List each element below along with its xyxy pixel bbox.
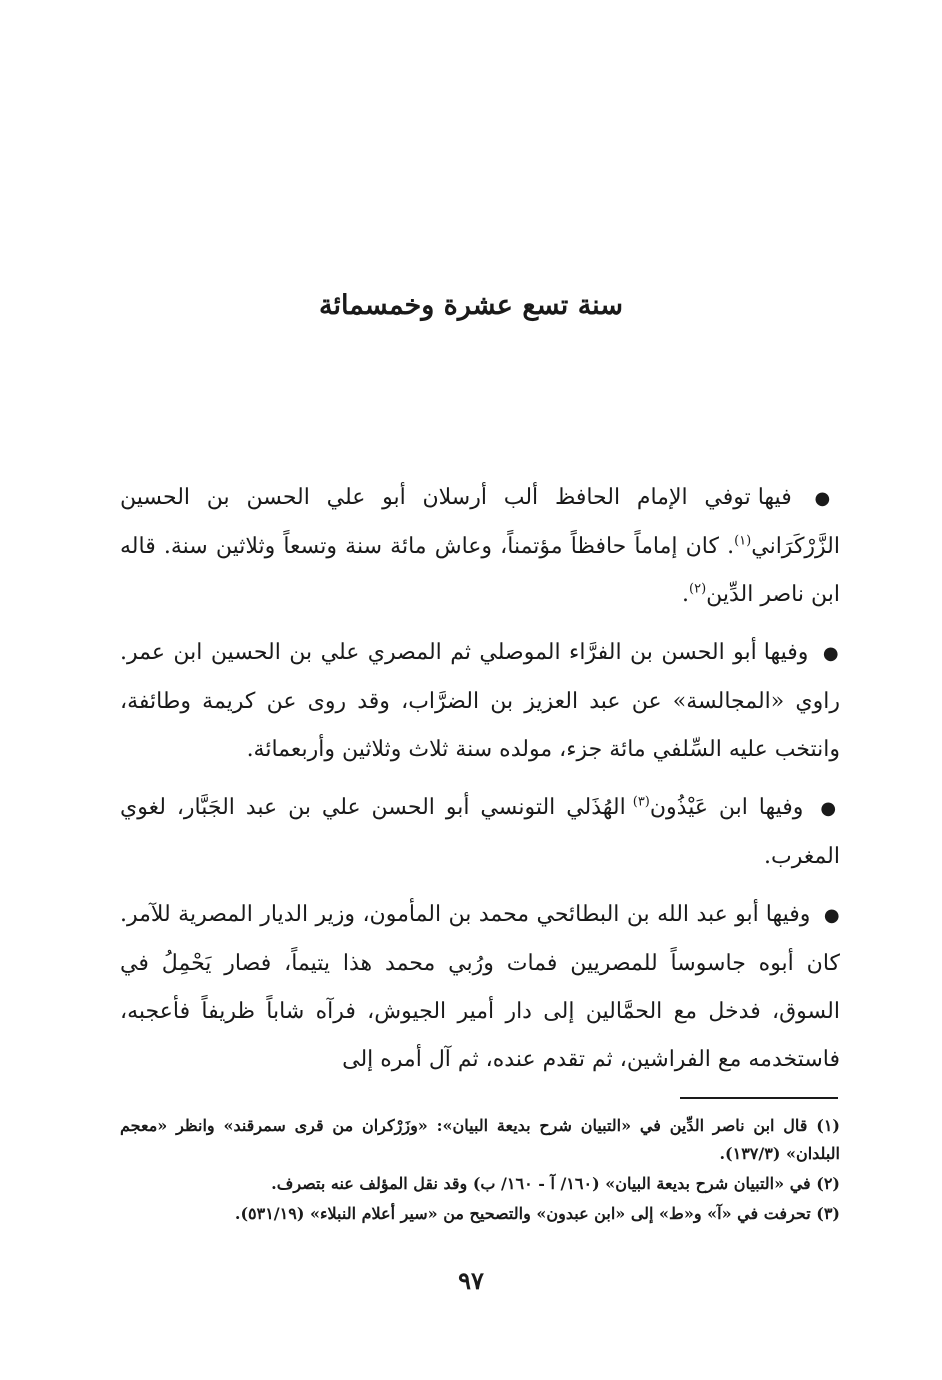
main-text	[120, 474, 840, 1094]
paragraph-text: وفيها أبو الحسن بن الفرَّاء الموصلي ثم المصري علي بن الحسين ابن عمر. راوي «المجالسة» عن عبد العزيز بن الضرَّاب، وقد روى عن كريمة وطائفة، وانتخب عليه السِّلفي مائة جزء، مولده سنة ثلاث وثلاثين وأربعمائة.	[120, 640, 840, 762]
section-title: سنة تسع عشرة وخمسمائة	[319, 290, 623, 321]
footnote-divider	[680, 1097, 838, 1099]
paragraph-3	[120, 784, 840, 881]
paragraph-text: فيها توفي الإمام الحافظ ألب أرسلان أبو علي الحسن بن الحسين الزَّرْكَرَاني	[120, 485, 840, 559]
bullet-icon: ●	[820, 798, 840, 819]
footnote-1: (١) قال ابن ناصر الدِّين في «التبيان شرح بديعة البيان»: «وزَرْكران من قرى سمرقند» وانظر «معجم البلدان» (١٣٧/٣).	[120, 1116, 840, 1163]
paragraph-text: وفيها ابن عَيْذُون	[649, 795, 804, 820]
paragraph-text: الهُذَلي التونسي أبو الحسن علي بن عبد الجَبَّار، لغوي المغرب.	[120, 795, 840, 869]
footnote-2: (٢) في «التبيان شرح بديعة البيان» (١٦٠/ آ - ١٦٠/ ب) وقد نقل المؤلف عنه بتصرف.	[271, 1174, 840, 1193]
paragraph-2	[120, 629, 840, 774]
page-number: ٩٧	[458, 1266, 484, 1295]
bullet-icon: ●	[823, 905, 840, 926]
paragraph-text: . كان إماماً حافظاً مؤتمناً، وعاش مائة سنة وتسعاً وثلاثين سنة. قاله ابن ناصر الدِّين	[120, 534, 840, 607]
bullet-icon: ●	[814, 488, 840, 509]
footnote-ref-3[interactable]: (٣)	[632, 794, 650, 810]
footnote-ref-2[interactable]: (٢)	[689, 581, 707, 597]
footnotes	[120, 1112, 840, 1230]
paragraph-4	[120, 891, 840, 1084]
paragraph-1	[120, 474, 840, 619]
bullet-icon: ●	[822, 643, 840, 664]
footnote-3: (٣) تحرفت في «آ» و«ط» إلى «ابن عبدون» والتصحيح من «سير أعلام النبلاء» (٥٣١/١٩).	[234, 1204, 840, 1223]
footnote-ref-1[interactable]: (١)	[734, 533, 752, 549]
paragraph-text: وفيها أبو عبد الله بن البطائحي محمد بن المأمون، وزير الديار المصرية للآمر. كان أبوه جاسوساً للمصريين فمات ورُبي محمد هذا يتيماً، فصار يَحْمِلُ في السوق، فدخل مع الحمَّالين إلى دار أمير الجيوش، فرآه شاباً ظريفاً فأعجبه، فاستخدمه مع الفراشين، ثم تقدم عنده، ثم آل أمره إلى	[120, 902, 840, 1072]
paragraph-text: .	[682, 582, 689, 607]
